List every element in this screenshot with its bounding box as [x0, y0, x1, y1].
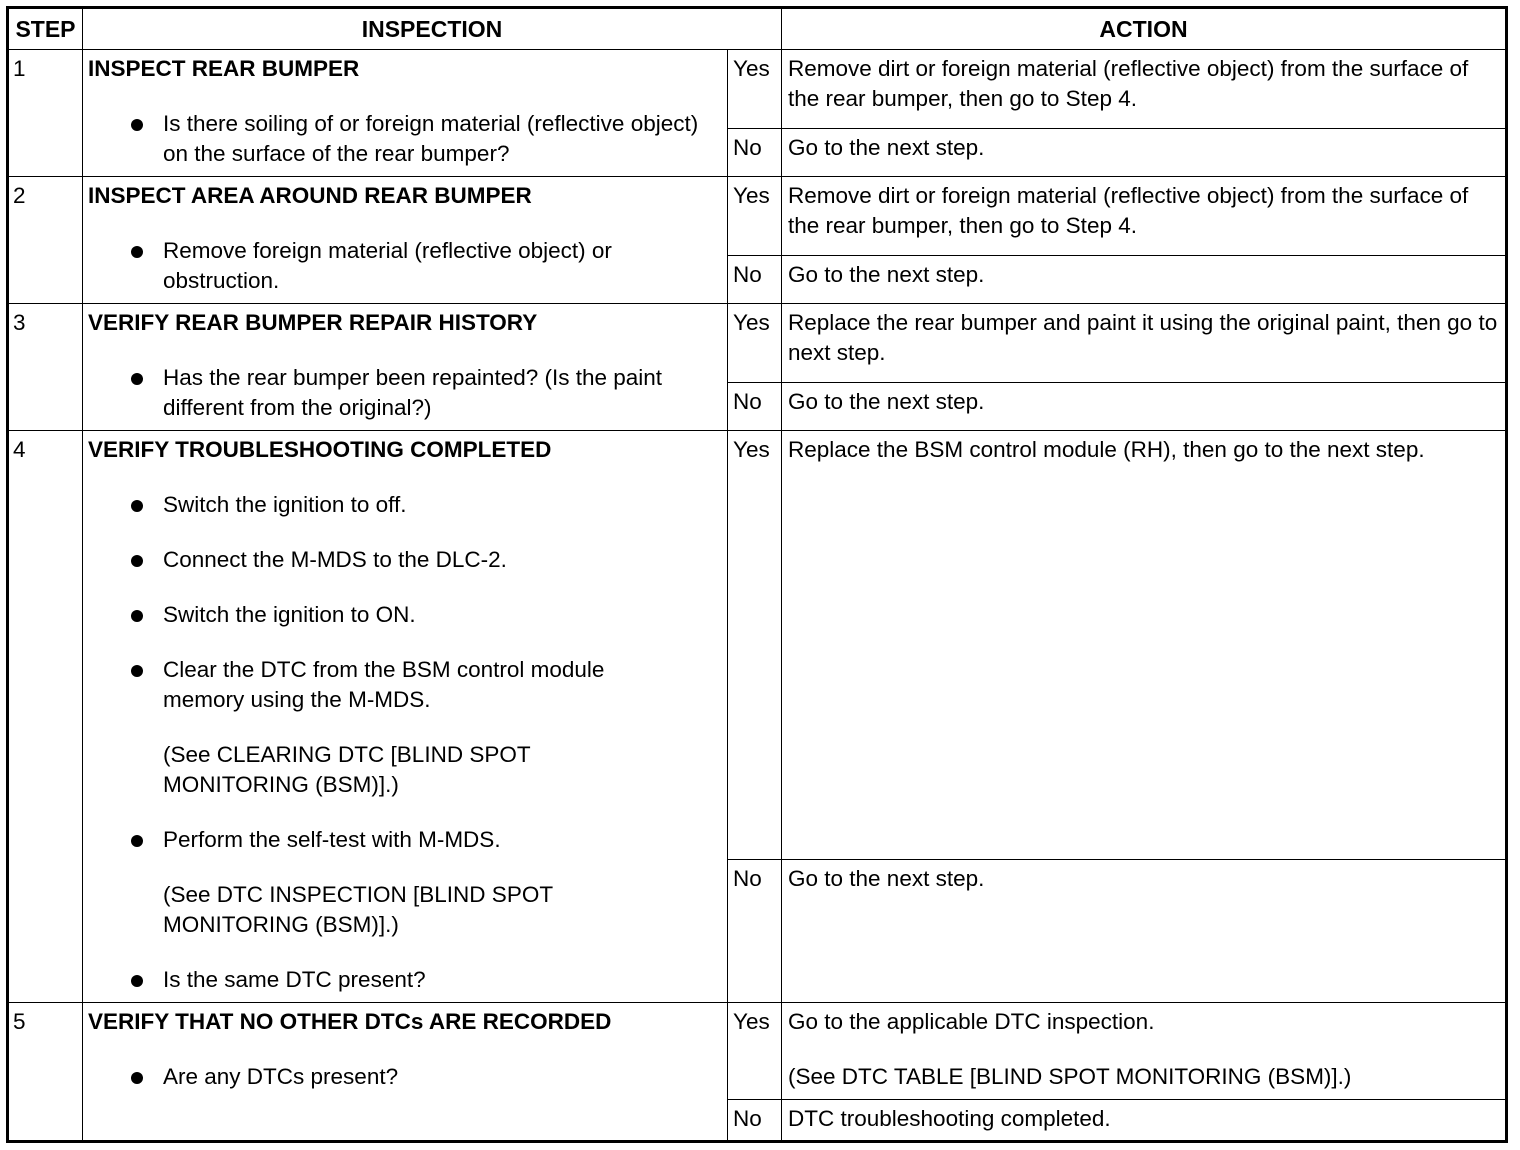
step-number: 4 [13, 437, 26, 462]
no-action: Go to the next step. [788, 262, 985, 287]
bullet-item: Are any DTCs present? [88, 1062, 727, 1092]
no-action: Go to the next step. [788, 866, 985, 891]
bullet-icon [131, 665, 143, 677]
bullet-icon [131, 500, 143, 512]
yes-label: Yes [733, 56, 770, 81]
inspection-cell [83, 177, 727, 296]
yes-action: Replace the BSM control module (RH), then go to the next step. [788, 437, 1425, 462]
bullet-icon [131, 610, 143, 622]
reference-note: (See DTC TABLE [BLIND SPOT MONITORING (BSM)].) [788, 1064, 1352, 1089]
inspection-title: VERIFY TROUBLESHOOTING COMPLETED [88, 437, 552, 462]
yes-label: Yes [733, 183, 770, 208]
reference-note: (See DTC INSPECTION [BLIND SPOT MONITORING (BSM)].) [163, 882, 553, 937]
bullet-item: Has the rear bumper been repainted? (Is the paint different from the original?) [88, 363, 727, 423]
bullet-item: Is there soiling of or foreign material (reflective object) on the surface of the rear bumper? [88, 109, 727, 169]
no-label: No [733, 389, 762, 414]
column-divider-yesno [727, 49, 728, 1140]
yes-action: Go to the applicable DTC inspection. (See DTC TABLE [BLIND SPOT MONITORING (BSM)].) [782, 1003, 1505, 1092]
inspection-cell [83, 50, 727, 169]
yes-label: Yes [733, 310, 770, 335]
yes-label: Yes [733, 437, 770, 462]
no-label: No [733, 1106, 762, 1131]
bullet-item: Is the same DTC present? [88, 965, 727, 995]
yes-action: Remove dirt or foreign material (reflective object) from the surface of the rear bumper, then go to Step 4. [788, 183, 1469, 238]
yes-label: Yes [733, 1009, 770, 1034]
bullet-item: Switch the ignition to off. [88, 490, 727, 520]
no-action: Go to the next step. [788, 389, 985, 414]
yes-action: Replace the rear bumper and paint it using the original paint, then go to next step. [788, 310, 1498, 365]
inspection-title: INSPECT AREA AROUND REAR BUMPER [88, 183, 532, 208]
no-label: No [733, 262, 762, 287]
bullet-item: Perform the self-test with M-MDS. [88, 825, 727, 855]
inspection-cell [83, 431, 727, 995]
inspection-title: INSPECT REAR BUMPER [88, 56, 360, 81]
inspection-title: VERIFY REAR BUMPER REPAIR HISTORY [88, 310, 538, 335]
bullet-item: Remove foreign material (reflective object) or obstruction. [88, 236, 727, 296]
header-step: STEP [15, 16, 76, 42]
step-number: 2 [13, 183, 26, 208]
bullet-item: Switch the ignition to ON. [88, 600, 727, 630]
bullet-icon [131, 1072, 143, 1084]
step-number: 5 [13, 1009, 26, 1034]
inspection-cell [83, 1003, 727, 1092]
no-action: DTC troubleshooting completed. [788, 1106, 1111, 1131]
header-inspection: INSPECTION [361, 16, 503, 42]
bullet-icon [131, 835, 143, 847]
bullet-icon [131, 373, 143, 385]
no-label: No [733, 866, 762, 891]
bullet-icon [131, 975, 143, 987]
inspection-cell [83, 304, 727, 423]
bullet-icon [131, 555, 143, 567]
bullet-item: Connect the M-MDS to the DLC-2. [88, 545, 727, 575]
reference-note: (See CLEARING DTC [BLIND SPOT MONITORING (BSM)].) [163, 742, 531, 797]
header-action: ACTION [1099, 16, 1188, 42]
no-label: No [733, 135, 762, 160]
bullet-icon [131, 119, 143, 131]
bullet-icon [131, 246, 143, 258]
no-action: Go to the next step. [788, 135, 985, 160]
bullet-item: Clear the DTC from the BSM control module memory using the M-MDS. [88, 655, 727, 715]
yes-action: Remove dirt or foreign material (reflective object) from the surface of the rear bumper, then go to Step 4. [788, 56, 1469, 111]
diagnostic-table [6, 6, 1508, 1143]
step-number: 1 [13, 56, 26, 81]
step-number: 3 [13, 310, 26, 335]
inspection-title: VERIFY THAT NO OTHER DTCs ARE RECORDED [88, 1009, 612, 1034]
